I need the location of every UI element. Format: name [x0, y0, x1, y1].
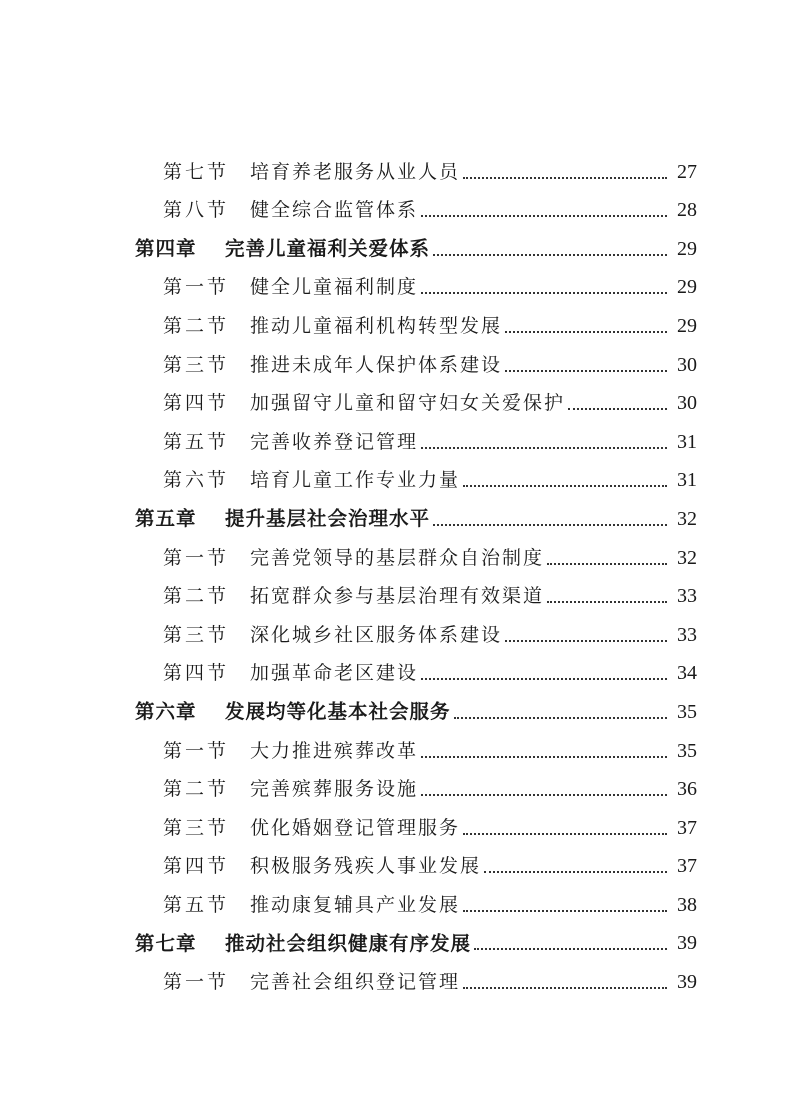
toc-entry-section[interactable] — [0, 845, 790, 884]
section-title: 完善收养登记管理 — [250, 430, 419, 453]
section-title: 大力推进殡葬改革 — [250, 739, 419, 762]
page-number: 37 — [677, 816, 697, 839]
section-number: 第八节 — [163, 199, 230, 222]
chapter-title: 完善儿童福利关爱体系 — [225, 237, 431, 261]
dot-leader — [463, 485, 667, 487]
dot-leader — [421, 447, 667, 449]
toc-entry-chapter[interactable] — [0, 690, 790, 729]
section-number: 第四节 — [163, 662, 230, 685]
chapter-title: 发展均等化基本社会服务 — [225, 700, 451, 724]
dot-leader — [421, 292, 667, 294]
section-number: 第七节 — [163, 160, 230, 183]
page-number: 30 — [677, 353, 697, 376]
dot-leader — [463, 833, 667, 835]
page-number: 29 — [677, 314, 697, 337]
section-title: 推进未成年人保护体系建设 — [250, 353, 503, 376]
dot-leader — [463, 177, 667, 179]
table-of-contents — [0, 150, 790, 999]
chapter-number: 第六章 — [135, 700, 197, 724]
page-number: 34 — [677, 662, 697, 685]
dot-leader — [547, 563, 667, 565]
chapter-title: 提升基层社会治理水平 — [225, 507, 431, 531]
section-number: 第一节 — [163, 546, 230, 569]
page-number: 39 — [677, 932, 697, 955]
dot-leader — [568, 408, 667, 410]
toc-entry-section[interactable] — [0, 536, 790, 575]
dot-leader — [454, 717, 667, 719]
page-number: 35 — [677, 739, 697, 762]
toc-entry-section[interactable] — [0, 150, 790, 189]
section-title: 推动康复辅具产业发展 — [250, 893, 461, 916]
section-title: 健全综合监管体系 — [250, 199, 419, 222]
section-title: 完善党领导的基层群众自治制度 — [250, 546, 545, 569]
dot-leader — [484, 871, 667, 873]
toc-entry-section[interactable] — [0, 806, 790, 845]
toc-entry-section[interactable] — [0, 729, 790, 768]
dot-leader — [433, 524, 667, 526]
toc-entry-chapter[interactable] — [0, 227, 790, 266]
chapter-number: 第七章 — [135, 931, 197, 955]
page-number: 37 — [677, 855, 697, 878]
section-title: 完善社会组织登记管理 — [250, 971, 461, 994]
toc-entry-section[interactable] — [0, 883, 790, 922]
page-number: 31 — [677, 430, 697, 453]
page-number: 38 — [677, 893, 697, 916]
chapter-number: 第五章 — [135, 507, 197, 531]
dot-leader — [433, 254, 667, 256]
section-number: 第一节 — [163, 739, 230, 762]
section-number: 第三节 — [163, 816, 230, 839]
section-number: 第二节 — [163, 314, 230, 337]
section-title: 深化城乡社区服务体系建设 — [250, 623, 503, 646]
section-title: 优化婚姻登记管理服务 — [250, 816, 461, 839]
toc-entry-section[interactable] — [0, 304, 790, 343]
page-number: 36 — [677, 778, 697, 801]
section-number: 第六节 — [163, 469, 230, 492]
section-number: 第三节 — [163, 353, 230, 376]
section-number: 第三节 — [163, 623, 230, 646]
page-number: 32 — [677, 546, 697, 569]
dot-leader — [505, 331, 667, 333]
section-title: 培育养老服务从业人员 — [250, 160, 461, 183]
toc-entry-section[interactable] — [0, 382, 790, 421]
toc-entry-section[interactable] — [0, 652, 790, 691]
page-number: 28 — [677, 199, 697, 222]
section-title: 推动儿童福利机构转型发展 — [250, 314, 503, 337]
page-number: 33 — [677, 585, 697, 608]
section-title: 完善殡葬服务设施 — [250, 778, 419, 801]
section-number: 第四节 — [163, 855, 230, 878]
section-number: 第二节 — [163, 778, 230, 801]
dot-leader — [421, 756, 667, 758]
dot-leader — [463, 987, 667, 989]
dot-leader — [474, 948, 667, 950]
dot-leader — [421, 794, 667, 796]
section-title: 拓宽群众参与基层治理有效渠道 — [250, 585, 545, 608]
dot-leader — [463, 910, 667, 912]
chapter-title: 推动社会组织健康有序发展 — [225, 931, 472, 955]
page-number: 27 — [677, 160, 697, 183]
toc-entry-section[interactable] — [0, 768, 790, 807]
page-number: 32 — [677, 507, 697, 530]
section-number: 第五节 — [163, 893, 230, 916]
section-title: 健全儿童福利制度 — [250, 276, 419, 299]
toc-entry-section[interactable] — [0, 189, 790, 228]
section-title: 积极服务残疾人事业发展 — [250, 855, 482, 878]
section-number: 第二节 — [163, 585, 230, 608]
page-number: 30 — [677, 392, 697, 415]
page-number: 31 — [677, 469, 697, 492]
dot-leader — [505, 370, 667, 372]
dot-leader — [547, 601, 667, 603]
dot-leader — [505, 640, 667, 642]
section-title: 培育儿童工作专业力量 — [250, 469, 461, 492]
dot-leader — [421, 678, 667, 680]
toc-entry-section[interactable] — [0, 343, 790, 382]
page-number: 35 — [677, 700, 697, 723]
toc-entry-section[interactable] — [0, 960, 790, 999]
toc-entry-section[interactable] — [0, 459, 790, 498]
toc-entry-chapter[interactable] — [0, 922, 790, 961]
section-title: 加强革命老区建设 — [250, 662, 419, 685]
dot-leader — [421, 215, 667, 217]
toc-entry-section[interactable] — [0, 613, 790, 652]
section-title: 加强留守儿童和留守妇女关爱保护 — [250, 392, 566, 415]
toc-entry-section[interactable] — [0, 575, 790, 614]
section-number: 第一节 — [163, 971, 230, 994]
page-number: 29 — [677, 276, 697, 299]
toc-entry-section[interactable] — [0, 420, 790, 459]
toc-entry-chapter[interactable] — [0, 497, 790, 536]
section-number: 第四节 — [163, 392, 230, 415]
toc-entry-section[interactable] — [0, 266, 790, 305]
section-number: 第一节 — [163, 276, 230, 299]
page-number: 29 — [677, 237, 697, 260]
section-number: 第五节 — [163, 430, 230, 453]
page-number: 39 — [677, 971, 697, 994]
chapter-number: 第四章 — [135, 237, 197, 261]
page-number: 33 — [677, 623, 697, 646]
